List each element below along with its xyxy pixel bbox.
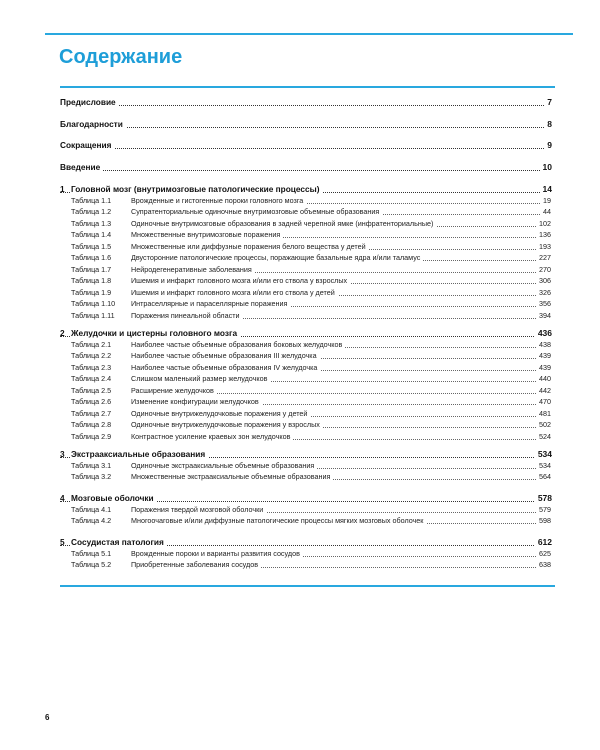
entry-title: Предисловие [60,96,119,108]
entry-page: 10 [540,161,552,173]
table-page: 481 [536,409,551,419]
toc-table-entry[interactable] [0,363,600,373]
table-title: Одиночные экстрааксиальные объемные образования [131,461,317,471]
table-page: 470 [536,397,551,407]
toc-table-entry[interactable] [0,374,600,384]
table-title: Поражения твердой мозговой оболочки [131,505,266,515]
entry-title: Благодарности [60,118,126,130]
table-page: 356 [536,299,551,309]
toc-table-entry[interactable] [0,242,600,252]
table-title: Нейродегенеративные заболевания [131,265,255,275]
chapter-page: 612 [535,536,552,548]
entry-page: 9 [544,139,552,151]
table-page: 534 [536,461,551,471]
toc-table-entry[interactable] [0,311,600,321]
top-accent-bar [45,33,573,35]
table-title: Супратенториальные одиночные внутримозговые объемные образования [131,207,382,217]
toc-table-entry[interactable] [0,196,600,206]
table-label: Таблица 3.1 [71,460,112,470]
toc-table-entry[interactable] [0,340,600,350]
table-label: Таблица 2.6 [71,397,112,406]
chapter-title: Желудочки и цистерны головного мозга [71,327,240,339]
table-page: 564 [536,472,551,482]
toc-table-entry[interactable] [0,505,600,515]
table-title: Ишемия и инфаркт головного мозга и/или его ствола у взрослых [131,276,350,286]
table-title: Наиболее частые объемные образования боковых желудочков [131,340,345,350]
chapter-title: Головной мозг (внутримозговые патологические процессы) [71,183,322,195]
toc-entry-abbreviations[interactable] [0,139,600,151]
toc-table-entry[interactable] [0,432,600,442]
table-page: 439 [536,363,551,373]
table-label: Таблица 1.7 [71,264,112,274]
table-label: Таблица 2.4 [71,374,112,383]
entry-title: Введение [60,161,103,173]
table-label: Таблица 1.11 [71,310,115,320]
table-label: Таблица 1.10 [71,299,116,308]
table-title: Ишемия и инфаркт головного мозга и/или его ствола у детей [131,288,338,298]
toc-table-entry[interactable] [0,276,600,286]
table-title: Одиночные внутрижелудочковые поражения у взрослых [131,420,323,430]
table-title: Изменение конфигурации желудочков [131,397,262,407]
table-page: 326 [536,288,551,298]
toc-table-entry[interactable] [0,265,600,275]
table-label: Таблица 1.5 [71,241,112,251]
chapter-number: 5 [60,537,65,547]
table-label: Таблица 3.2 [71,472,112,481]
table-label: Таблица 2.5 [71,385,112,395]
toc-chapter-2[interactable] [0,327,600,339]
table-label: Таблица 5.2 [71,560,112,569]
toc-table-entry[interactable] [0,409,600,419]
toc-entry-preface[interactable] [0,96,600,108]
table-label: Таблица 4.2 [71,516,112,525]
toc-table-entry[interactable] [0,516,600,526]
toc-entry-introduction[interactable] [0,161,600,173]
chapter-number: 3 [60,449,65,459]
toc-table-entry[interactable] [0,472,600,482]
leader-dots [60,100,550,106]
table-label: Таблица 4.1 [71,504,112,514]
table-title: Многоочаговые и/или диффузные патологические процессы мягких мозговых оболочек [131,516,426,526]
leader-dots [60,122,550,128]
chapter-page: 436 [535,327,552,339]
page-title: Содержание [59,46,183,68]
table-label: Таблица 1.1 [71,195,112,205]
table-page: 440 [536,374,551,384]
page-number: 6 [45,713,50,722]
table-page: 193 [536,242,551,252]
table-page: 439 [536,351,551,361]
table-title: Врожденные пороки и варианты развития сосудов [131,549,303,559]
table-label: Таблица 5.1 [71,548,112,558]
toc-entry-acknowledgements[interactable] [0,118,600,130]
table-page: 394 [536,311,551,321]
table-page: 524 [536,432,551,442]
table-title: Интраселлярные и параселлярные поражения [131,299,290,309]
table-title: Приобретенные заболевания сосудов [131,560,261,570]
toc-chapter-1[interactable] [0,183,600,195]
table-label: Таблица 2.2 [71,351,112,360]
toc-table-entry[interactable] [0,230,600,240]
table-label: Таблица 2.9 [71,431,112,441]
chapter-title: Мозговые оболочки [71,492,157,504]
table-title: Врожденные и гистогенные пороки головного мозга [131,196,306,206]
table-label: Таблица 1.9 [71,287,112,297]
table-page: 638 [536,560,551,570]
table-page: 136 [536,230,551,240]
table-title: Наиболее частые объемные образования III желудочка [131,351,320,361]
table-label: Таблица 1.3 [71,218,112,228]
table-label: Таблица 1.2 [71,207,112,216]
toc-table-entry[interactable] [0,549,600,559]
table-title: Одиночные внутрижелудочковые поражения у детей [131,409,310,419]
table-page: 270 [536,265,551,275]
chapter-number: 2 [60,328,65,338]
table-page: 44 [540,207,551,217]
chapter-title: Сосудистая патология [71,536,167,548]
table-page: 625 [536,549,551,559]
table-page: 306 [536,276,551,286]
table-title: Множественные внутримозговые поражения [131,230,283,240]
toc-table-entry[interactable] [0,219,600,229]
toc-table-entry[interactable] [0,461,600,471]
table-label: Таблица 1.4 [71,230,112,239]
table-label: Таблица 2.1 [71,339,112,349]
toc-table-entry[interactable] [0,397,600,407]
entry-page: 8 [544,118,552,130]
table-label: Таблица 2.8 [71,420,112,429]
entry-page: 7 [544,96,552,108]
table-label: Таблица 2.3 [71,362,112,372]
table-page: 579 [536,505,551,515]
bottom-divider [60,585,555,587]
toc-chapter-4[interactable] [0,492,600,504]
table-title: Расширение желудочков [131,386,217,396]
toc-chapter-5[interactable] [0,536,600,548]
table-title: Множественные экстрааксиальные объемные образования [131,472,333,482]
table-title: Контрастное усиление краевых зон желудочков [131,432,293,442]
toc-chapter-3[interactable] [0,448,600,460]
toc-table-entry[interactable] [0,560,600,570]
toc-table-entry[interactable] [0,299,600,309]
toc-table-entry[interactable] [0,420,600,430]
chapter-title: Экстрааксиальные образования [71,448,208,460]
chapter-page: 534 [535,448,552,460]
chapter-number: 1 [60,184,65,194]
table-page: 227 [536,253,551,263]
leader-dots [60,165,550,171]
entry-title: Сокращения [60,139,114,151]
table-label: Таблица 1.6 [71,253,112,262]
table-title: Одиночные внутримозговые образования в задней черепной ямке (инфратенториальные) [131,219,436,229]
table-page: 438 [536,340,551,350]
toc-table-entry[interactable] [0,351,600,361]
table-page: 502 [536,420,551,430]
chapter-number: 4 [60,493,65,503]
table-title: Наиболее частые объемные образования IV желудочка [131,363,320,373]
top-divider [60,86,555,88]
table-label: Таблица 2.7 [71,408,112,418]
table-page: 19 [540,196,551,206]
table-page: 442 [536,386,551,396]
table-page: 102 [536,219,551,229]
toc-table-entry[interactable] [0,207,600,217]
table-title: Двусторонние патологические процессы, поражающие базальные ядра и/или таламус [131,253,423,263]
chapter-page: 14 [540,183,552,195]
table-label: Таблица 1.8 [71,276,112,285]
toc-table-entry[interactable] [0,253,600,263]
table-page: 598 [536,516,551,526]
chapter-page: 578 [535,492,552,504]
toc-table-entry[interactable] [0,386,600,396]
table-title: Поражения пинеальной области [131,311,243,321]
toc-table-entry[interactable] [0,288,600,298]
table-title: Множественные или диффузные поражения белого вещества у детей [131,242,369,252]
leader-dots [60,143,550,149]
table-title: Слишком маленький размер желудочков [131,374,270,384]
